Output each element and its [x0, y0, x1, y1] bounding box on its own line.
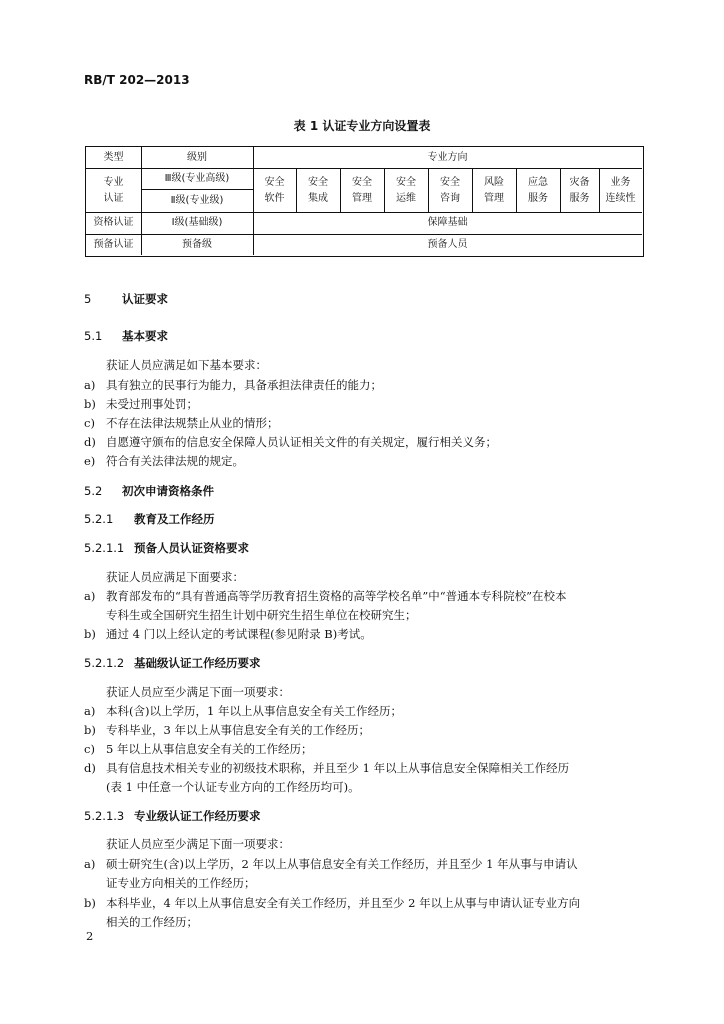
direction-cell: 业务 连续性 — [605, 177, 636, 204]
section-5-heading: 5 认证要求 — [84, 292, 168, 306]
direction-cell: 应急 服务 — [528, 177, 548, 204]
list-item: a) 教育部发布的“具有普通高等学历教育招生资格的高等学校名单”中“普通本专科院校”在校本 — [84, 589, 567, 603]
type-professional: 专业 认证 — [103, 177, 124, 204]
list-item: d) 自愿遵守颁布的信息安全保障人员认证相关文件的有关规定，履行相关义务； — [84, 435, 497, 449]
section-5-1-heading: 5.1 基本要求 — [84, 329, 168, 343]
direction-cell: 安全 咨询 — [440, 177, 460, 204]
section-5-2-1-2-heading: 5.2.1.2 基础级认证工作经历要求 — [84, 656, 261, 670]
section-5-2-1-3-heading: 5.2.1.3 专业级认证工作经历要求 — [84, 809, 261, 823]
list-item: c) 5 年以上从事信息安全有关的工作经历； — [84, 742, 313, 756]
page-number: 2 — [86, 929, 94, 943]
header-type: 类型 — [103, 152, 124, 163]
direction-preparatory: 预备人员 — [427, 239, 468, 250]
level-1: Ⅰ级(基础级) — [171, 217, 223, 228]
table-caption: 表 1 认证专业方向设置表 — [293, 119, 431, 133]
list-item-continuation: 专科生或全国研究生招生计划中研究生招生单位在校研究生； — [106, 608, 417, 622]
table-rule — [86, 212, 642, 213]
section-5-2-heading: 5.2 初次申请资格条件 — [84, 484, 214, 498]
document-number: RB/T 202—2013 — [84, 73, 190, 87]
paragraph: 获证人员应满足下面要求： — [106, 570, 244, 584]
list-item: b) 通过 4 门以上经认定的考试课程(参见附录 B)考试。 — [84, 627, 372, 641]
certification-direction-table — [85, 146, 644, 257]
level-preparatory: 预备级 — [182, 239, 212, 250]
section-5-2-1-1-heading: 5.2.1.1 预备人员认证资格要求 — [84, 541, 249, 555]
list-item-continuation: 相关的工作经历； — [106, 915, 198, 929]
list-item-continuation: (表 1 中任意一个认证专业方向的工作经历均可)。 — [106, 780, 360, 794]
direction-cell: 安全 软件 — [264, 177, 285, 204]
list-item: a) 具有独立的民事行为能力，具备承担法律责任的能力； — [84, 378, 382, 392]
header-level: 级别 — [187, 152, 207, 163]
list-item-continuation: 证专业方向相关的工作经历； — [106, 876, 256, 890]
direction-cell: 安全 管理 — [352, 177, 372, 204]
table-rule — [141, 189, 253, 190]
table-rule — [86, 234, 642, 235]
paragraph: 获证人员应至少满足下面一项要求： — [106, 837, 290, 851]
list-item: e) 符合有关法律法规的规定。 — [84, 454, 244, 468]
list-item: c) 不存在法律法规禁止从业的情形； — [84, 416, 279, 430]
level-2: Ⅱ级(专业级) — [170, 195, 224, 206]
list-item: d) 具有信息技术相关专业的初级技术职称，并且至少 1 年以上从事信息安全保障相关工作经历 — [84, 761, 570, 775]
list-item: a) 硕士研究生(含)以上学历，2 年以上从事信息安全有关工作经历，并且至少 1 年从事与申请认 — [84, 857, 578, 871]
section-5-2-1-heading: 5.2.1 教育及工作经历 — [84, 512, 215, 526]
direction-basic: 保障基础 — [427, 217, 468, 228]
level-3: Ⅲ级(专业高级) — [164, 173, 230, 184]
direction-cell: 安全 运维 — [396, 177, 416, 204]
list-item: b) 本科毕业，4 年以上从事信息安全有关工作经历，并且至少 2 年以上从事与申请认证专业方向 — [84, 896, 581, 910]
paragraph: 获证人员应至少满足下面一项要求： — [106, 685, 290, 699]
direction-cell: 灾备 服务 — [569, 177, 590, 204]
paragraph: 获证人员应满足如下基本要求： — [106, 358, 267, 372]
type-preparatory: 预备认证 — [93, 239, 134, 250]
list-item: a) 本科(含)以上学历，1 年以上从事信息安全有关工作经历； — [84, 704, 402, 718]
direction-cell: 安全 集成 — [308, 177, 328, 204]
direction-cell: 风险 管理 — [484, 177, 504, 204]
header-direction: 专业方向 — [427, 152, 468, 163]
type-qualification: 资格认证 — [93, 217, 134, 228]
table-rule — [86, 168, 642, 169]
list-item: b) 专科毕业，3 年以上从事信息安全有关的工作经历； — [84, 723, 370, 737]
list-item: b) 未受过刑事处罚； — [84, 397, 198, 411]
